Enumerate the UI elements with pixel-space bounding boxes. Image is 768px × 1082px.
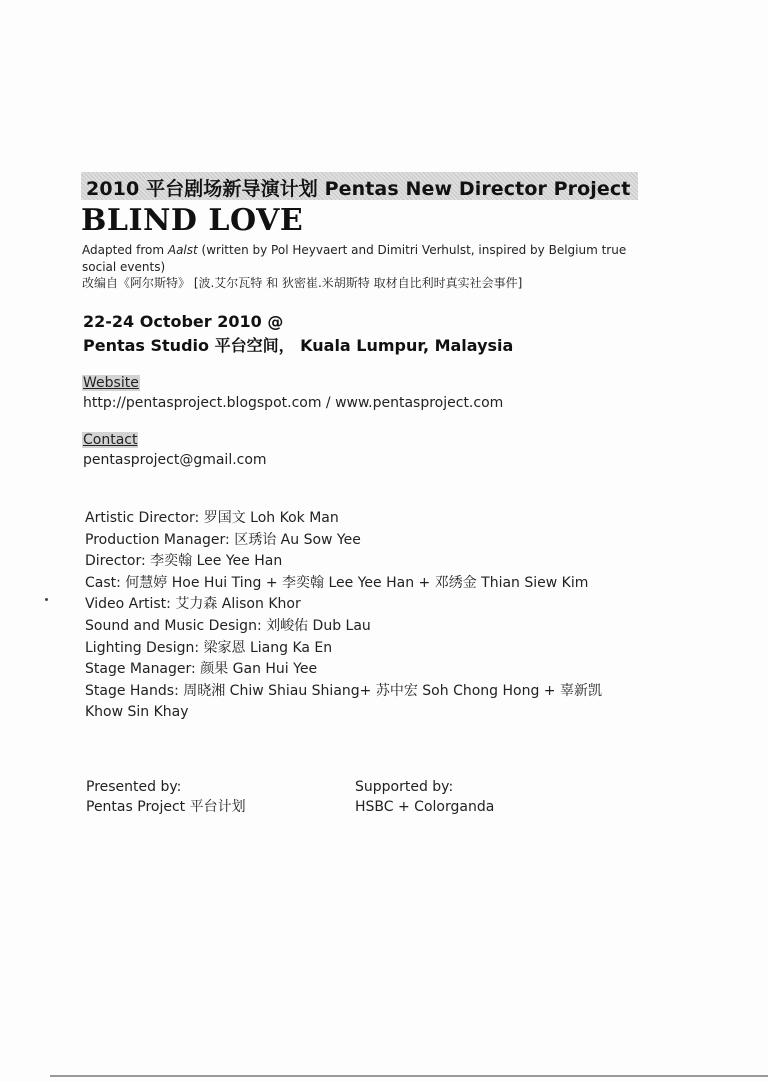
scan-edge-line — [50, 1075, 768, 1077]
presented-by-block — [86, 777, 246, 817]
credit-video-artist: Video Artist: 艾力森 Alison Khor — [85, 596, 301, 613]
presented-by-value: Pentas Project 平台计划 — [86, 799, 246, 815]
scan-speck — [45, 598, 48, 601]
supported-by-label: Supported by: — [355, 779, 454, 795]
adaptation-details: (written by Pol Heyvaert and Dimitri Verhulst, inspired by Belgium true social events) — [82, 243, 627, 274]
show-title: BLIND LOVE — [81, 203, 304, 238]
adaptation-note-chinese: 改编自《阿尔斯特》 [波.艾尔瓦特 和 狄密崔.米胡斯特 取材自比利时真实社会事件] — [82, 276, 523, 290]
credit-artistic-director: Artistic Director: 罗国文 Loh Kok Man — [85, 510, 339, 526]
adaptation-work: Aalst — [167, 243, 198, 257]
website-value: http://pentasproject.blogspot.com / www.pentasproject.com — [83, 395, 504, 411]
credit-stage-hands: Stage Hands: 周晓湘 Chiw Shiau Shiang+ 苏中宏 Soh Chong Hong + 辜新凯 — [85, 682, 602, 699]
contact-value: pentasproject@gmail.com — [83, 452, 267, 468]
contact-label: Contact — [83, 432, 138, 448]
website-label: Website — [83, 375, 139, 391]
show-dates: 22-24 October 2010 @ — [83, 312, 284, 331]
credit-stage-hands-continued: Khow Sin Khay — [85, 704, 189, 721]
supported-by-value: HSBC + Colorganda — [355, 799, 495, 815]
show-venue: Pentas Studio 平台空间， Kuala Lumpur, Malaysia — [83, 336, 514, 355]
credit-stage-manager: Stage Manager: 颜果 Gan Hui Yee — [85, 661, 318, 678]
presented-by-label: Presented by: — [86, 779, 182, 795]
supported-by-block — [355, 777, 494, 817]
project-title: 2010 平台剧场新导演计划 Pentas New Director Project — [86, 178, 631, 200]
credit-sound-music: Sound and Music Design: 刘峻佑 Dub Lau — [85, 617, 371, 634]
credit-production-manager: Production Manager: 区琇诒 Au Sow Yee — [85, 531, 361, 548]
adaptation-note — [82, 242, 652, 276]
credits-list — [85, 508, 685, 724]
adaptation-prefix: Adapted from — [82, 243, 168, 257]
credit-director: Director: 李奕翰 Lee Yee Han — [85, 553, 283, 570]
credit-lighting: Lighting Design: 梁家恩 Liang Ka En — [85, 639, 333, 656]
credit-cast: Cast: 何慧婷 Hoe Hui Ting + 李奕翰 Lee Yee Han + 邓绣金 Thian Siew Kim — [85, 574, 589, 591]
